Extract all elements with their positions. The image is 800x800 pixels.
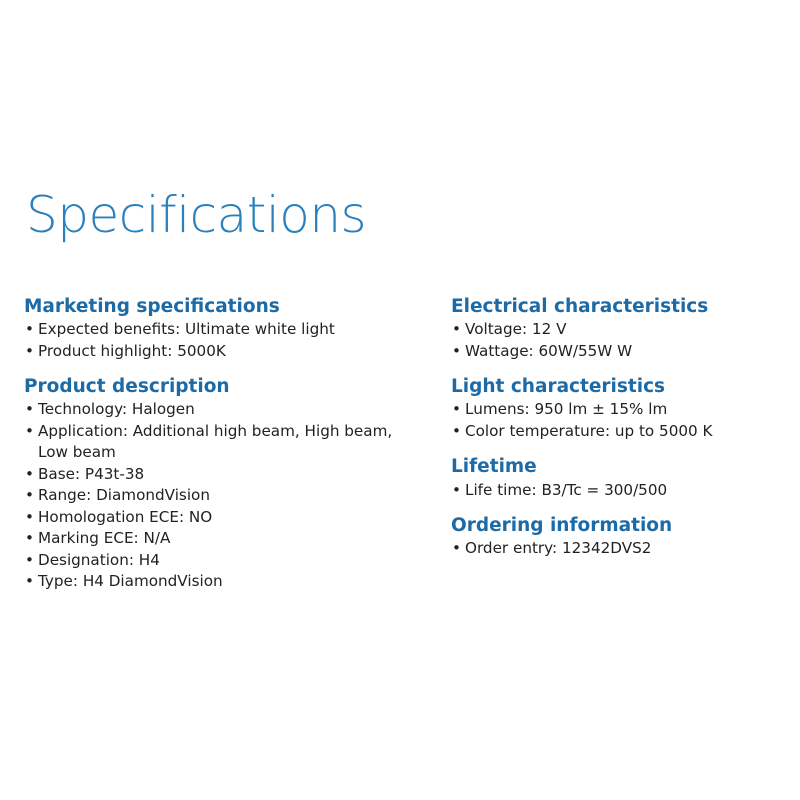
section-electrical-characteristics: [451, 296, 781, 362]
bullet-icon: •: [452, 480, 461, 499]
spec-list: [24, 399, 424, 593]
spec-item: [24, 485, 424, 507]
spec-item: [451, 341, 781, 363]
section-lifetime: [451, 456, 781, 501]
bullet-icon: •: [25, 421, 34, 440]
section-heading: Marketing specifications: [24, 296, 280, 317]
spec-item: [451, 421, 781, 443]
spec-text: Range: DiamondVision: [38, 486, 210, 505]
bullet-icon: •: [25, 464, 34, 483]
spec-list: [451, 480, 781, 502]
section-light-characteristics: [451, 376, 781, 442]
spec-list: [451, 319, 781, 362]
spec-item: [24, 464, 424, 486]
spec-text: Color temperature: up to 5000 K: [465, 421, 713, 440]
spec-text: Lumens: 950 lm ± 15% lm: [465, 400, 668, 419]
spec-item: [24, 341, 424, 363]
page-title: Specifications: [26, 186, 367, 244]
spec-text: Voltage: 12 V: [465, 320, 567, 339]
bullet-icon: •: [452, 400, 461, 419]
spec-item: [451, 480, 781, 502]
right-column: [451, 296, 781, 574]
spec-text: Application: Additional high beam, High beam, Low beam: [38, 421, 393, 462]
section-heading: Ordering information: [451, 515, 673, 537]
section-heading: Lifetime: [451, 456, 537, 478]
section-heading: Electrical characteristics: [451, 296, 709, 317]
bullet-icon: •: [25, 486, 34, 505]
spec-text: Expected benefits: Ultimate white light: [38, 320, 335, 339]
bullet-icon: •: [25, 550, 34, 569]
spec-list: [451, 538, 781, 560]
spec-item: [24, 399, 424, 421]
spec-item: [24, 319, 424, 341]
bullet-icon: •: [452, 320, 461, 339]
section-ordering-information: [451, 515, 781, 560]
spec-item: [451, 319, 781, 341]
bullet-icon: •: [452, 341, 461, 360]
bullet-icon: •: [25, 572, 34, 591]
spec-item: [24, 421, 424, 464]
spec-text: Product highlight: 5000K: [38, 341, 226, 360]
spec-list: [24, 319, 424, 362]
spec-item: [24, 528, 424, 550]
spec-item: [451, 538, 781, 560]
spec-text: Marking ECE: N/A: [38, 529, 171, 548]
bullet-icon: •: [25, 320, 34, 339]
spec-text: Wattage: 60W/55W W: [465, 341, 633, 360]
section-heading: Product description: [24, 376, 230, 398]
spec-text: Type: H4 DiamondVision: [38, 572, 223, 591]
left-column: [24, 296, 424, 607]
bullet-icon: •: [452, 421, 461, 440]
spec-text: Technology: Halogen: [38, 400, 195, 419]
spec-item: [24, 571, 424, 593]
spec-item: [24, 507, 424, 529]
spec-item: [451, 399, 781, 421]
bullet-icon: •: [452, 539, 461, 558]
bullet-icon: •: [25, 400, 34, 419]
section-product-description: [24, 376, 424, 593]
section-marketing-specifications: [24, 296, 424, 362]
spec-list: [451, 399, 781, 442]
spec-text: Homologation ECE: NO: [38, 507, 213, 526]
spec-text: Designation: H4: [38, 550, 160, 569]
section-heading: Light characteristics: [451, 376, 666, 398]
spec-text: Base: P43t-38: [38, 464, 145, 483]
bullet-icon: •: [25, 507, 34, 526]
bullet-icon: •: [25, 341, 34, 360]
bullet-icon: •: [25, 529, 34, 548]
spec-text: Order entry: 12342DVS2: [465, 539, 652, 558]
spec-text: Life time: B3/Tc = 300/500: [465, 480, 668, 499]
spec-item: [24, 550, 424, 572]
